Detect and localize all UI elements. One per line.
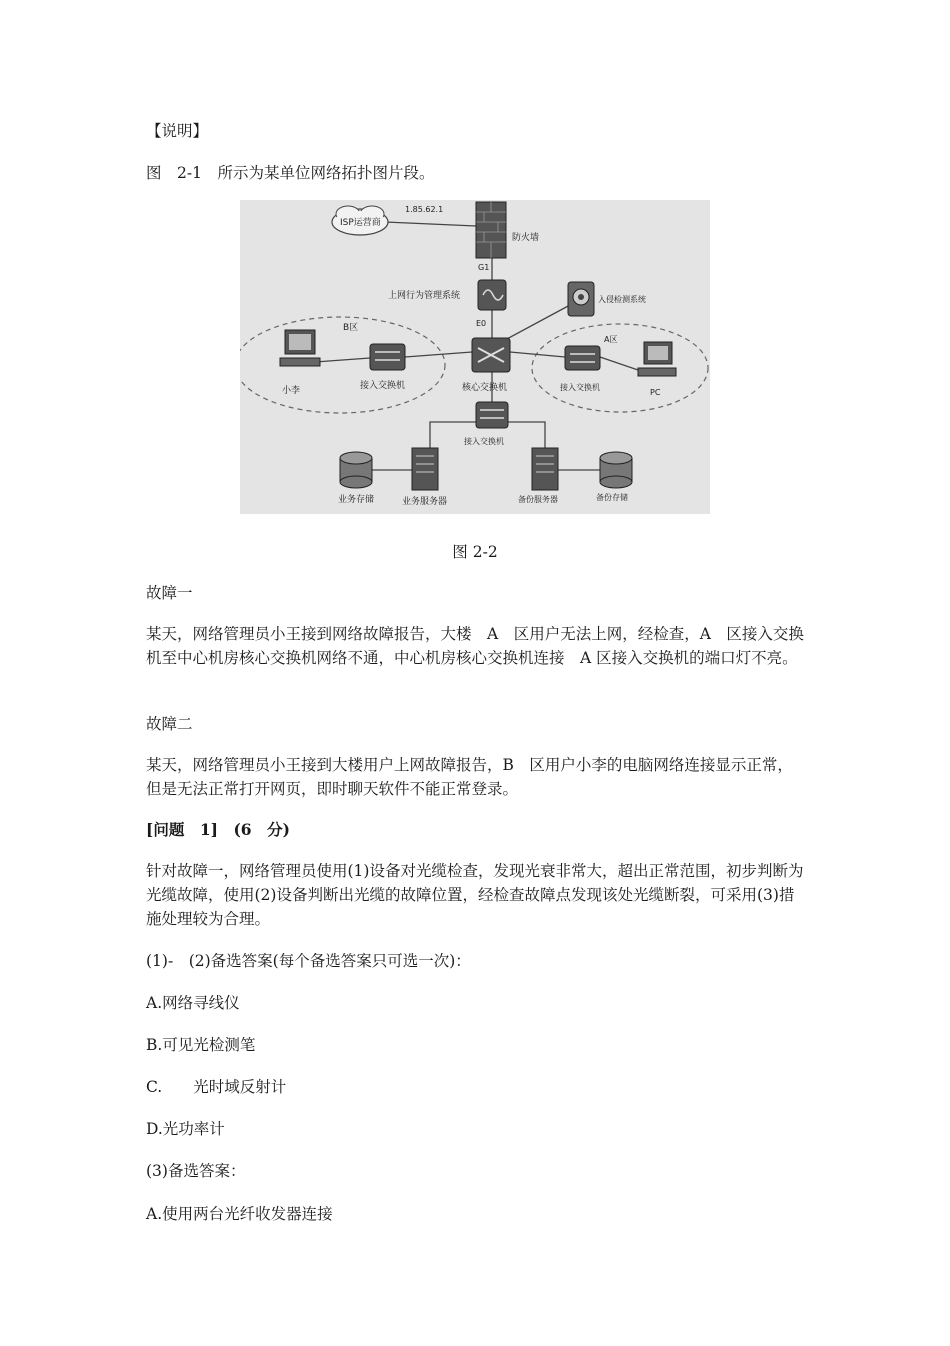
core-switch-icon bbox=[472, 338, 510, 372]
backup-server-label: 备份服务器 bbox=[518, 495, 558, 504]
access-switch-b-icon bbox=[370, 344, 405, 370]
business-storage-label: 业务存储 bbox=[338, 495, 375, 505]
figure-caption: 图 2-2 bbox=[452, 543, 498, 561]
backup-server-icon bbox=[532, 448, 558, 490]
access-switch-a-label: 接入交换机 bbox=[560, 383, 600, 392]
option-b: B.可见光检测笔 bbox=[146, 1036, 256, 1054]
zone-b-label: B区 bbox=[343, 323, 359, 333]
ids-label: 入侵检测系统 bbox=[598, 295, 646, 304]
options-3-header: (3)备选答案： bbox=[146, 1162, 246, 1180]
access-switch-b-label: 接入交换机 bbox=[360, 381, 406, 391]
behavior-mgmt-icon bbox=[478, 280, 506, 310]
business-server-label: 业务服务器 bbox=[402, 497, 448, 507]
core-switch-label: 核心交换机 bbox=[462, 383, 508, 393]
isp-ip-label: 1.85.62.1 bbox=[405, 205, 444, 214]
isp-label: ISP运营商 bbox=[340, 218, 381, 228]
g1-label: G1 bbox=[478, 263, 490, 272]
e0-label: E0 bbox=[476, 319, 487, 328]
business-server-icon bbox=[412, 448, 438, 490]
backup-storage-label: 备份存储 bbox=[596, 493, 628, 502]
business-storage-icon bbox=[340, 452, 372, 488]
option-c: C. 光时域反射计 bbox=[146, 1078, 287, 1096]
firewall-label: 防火墙 bbox=[512, 233, 540, 243]
fault1-body: 某天，网络管理员小王接到网络故障报告，大楼 A 区用户无法上网，经检查，A 区接入交换机至中心机房核心交换机网络不通，中心机房核心交换机连接 A 区接入交换机的端口灯不亮。 bbox=[146, 625, 804, 667]
option-3-a: A.使用两台光纤收发器连接 bbox=[146, 1205, 333, 1223]
fault2-body: 某天，网络管理员小王接到大楼用户上网故障报告，B 区用户小李的电脑网络连接显示正常，但是无法正常打开网页，即时聊天软件不能正常登录。 bbox=[146, 756, 793, 798]
network-topology-figure bbox=[240, 200, 710, 514]
access-switch-c-icon bbox=[476, 402, 508, 428]
firewall-icon bbox=[476, 202, 506, 258]
xiaoli-label: 小李 bbox=[282, 386, 301, 396]
question1-title: [问题 1] (6 分) bbox=[146, 820, 290, 839]
access-switch-a-icon bbox=[565, 346, 600, 370]
access-switch-c-label: 接入交换机 bbox=[464, 437, 504, 446]
intro-text: 图 2-1 所示为某单位网络拓扑图片段。 bbox=[146, 164, 435, 182]
options-12-header: (1)- (2)备选答案(每个备选答案只可选一次)： bbox=[146, 952, 471, 970]
backup-storage-icon bbox=[600, 452, 632, 488]
pc-icon bbox=[638, 342, 676, 376]
fault1-title: 故障一 bbox=[146, 584, 193, 602]
option-d: D.光功率计 bbox=[146, 1120, 225, 1138]
option-a: A.网络寻线仪 bbox=[146, 994, 240, 1012]
section-heading: 【说明】 bbox=[146, 122, 209, 140]
xiaoli-computer-icon bbox=[280, 330, 320, 366]
question1-body: 针对故障一，网络管理员使用(1)设备对光缆检查，发现光衰非常大，超出正常范围，初步判断为光缆故障，使用(2)设备判断出光缆的故障位置，经检查故障点发现该处光缆断裂，可采用(3)措施处理较为合理。 bbox=[146, 862, 804, 928]
ids-icon bbox=[568, 282, 594, 316]
behavior-mgmt-label: 上网行为管理系统 bbox=[388, 291, 461, 301]
pc-label: PC bbox=[650, 388, 661, 397]
fault2-title: 故障二 bbox=[146, 715, 193, 733]
zone-a-label: A区 bbox=[604, 335, 618, 344]
